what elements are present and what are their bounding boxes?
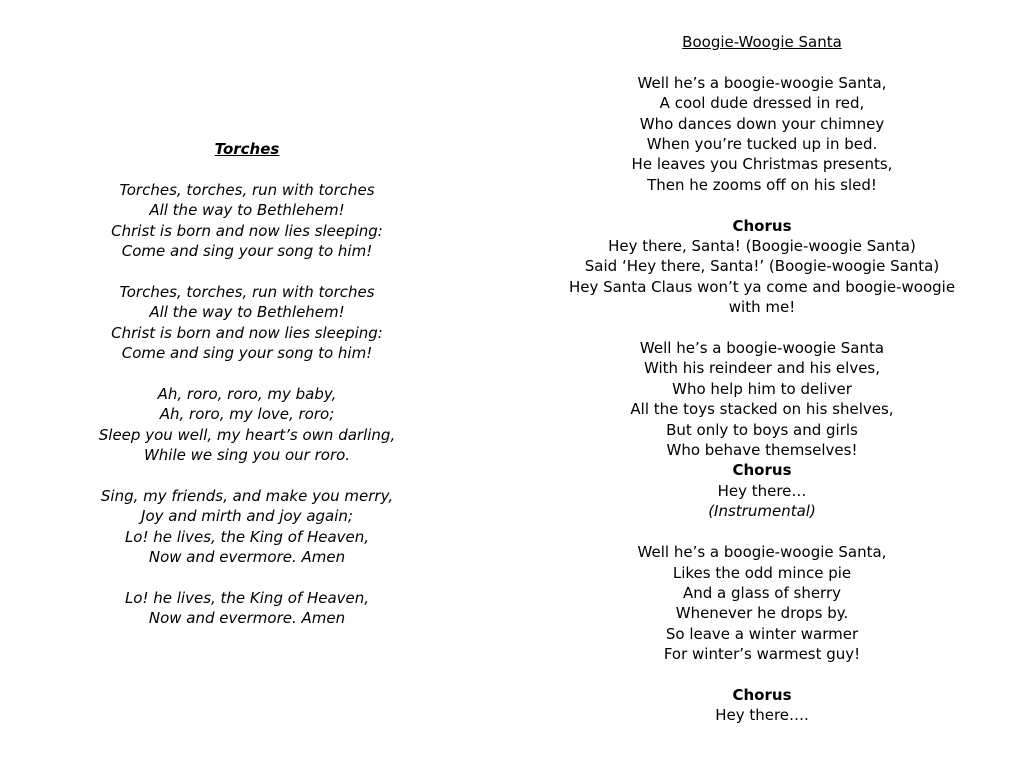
lyric-line: For winter’s warmest guy! [663,645,861,664]
lyric-line: Hey Santa Claus won’t ya come and boogie-woogie with me! [568,277,956,317]
lyric-line: With his reindeer and his elves, [643,359,881,378]
lyric-line: And a glass of sherry [682,583,842,602]
lyric-line: Hey there, Santa! (Boogie-woogie Santa) [608,237,916,256]
stanza-gap [552,195,972,215]
boogie-woogie-santa-lyrics [552,32,972,726]
verse-2 [60,282,434,364]
verse-1 [60,180,434,262]
lyric-line: Well he’s a boogie-woogie Santa [639,339,885,358]
verse-3 [552,542,972,664]
lyric-line: Likes the odd mince pie [672,563,852,582]
lyric-line: Ah, roro, my love, roro; [159,405,335,424]
lyric-line: Sleep you well, my heart’s own darling, [98,425,396,444]
lyric-line: Hey there…. [715,706,809,725]
verse-3 [60,384,434,466]
lyric-line: Joy and mirth and joy again; [141,507,353,526]
lyric-line: Christ is born and now lies sleeping: [111,323,383,342]
torches-lyrics [60,139,434,629]
lyric-line: He leaves you Christmas presents, [631,155,893,174]
stanza-gap [552,318,972,338]
stanza-gap [60,363,434,383]
lyric-line: But only to boys and girls [666,420,858,439]
verse-1 [552,73,972,195]
lyric-line: All the toys stacked on his shelves, [630,400,894,419]
lyric-line: Hey there… [717,481,807,500]
lyric-line: When you’re tucked up in bed. [646,135,878,154]
lyric-line: All the way to Bethlehem! [149,201,345,220]
stanza-gap [552,52,972,72]
lyric-line: So leave a winter warmer [665,624,859,643]
chorus-heading: Chorus [732,461,792,480]
verse-4 [60,486,434,568]
lyric-line: Lo! he lives, the King of Heaven, [124,588,370,607]
lyric-line: Lo! he lives, the King of Heaven, [124,527,370,546]
stanza-gap [552,522,972,542]
stanza-gap [60,261,434,281]
lyric-line: Now and evermore. Amen [148,609,346,628]
chorus-heading: Chorus [732,216,792,235]
lyric-line: Torches, torches, run with torches [119,180,375,199]
chorus-heading: Chorus [732,685,792,704]
stanza-gap [552,665,972,685]
lyric-line: Come and sing your song to him! [121,344,373,363]
final-chorus [552,685,972,726]
lyric-line: Said ‘Hey there, Santa!’ (Boogie-woogie Santa) [584,257,940,276]
lyric-line: Christ is born and now lies sleeping: [111,221,383,240]
lyric-line: Who dances down your chimney [639,114,885,133]
lyric-line: Well he’s a boogie-woogie Santa, [637,73,887,92]
instrumental-note: (Instrumental) [708,502,816,521]
lyric-line: Who behave themselves! [666,441,858,460]
stanza-gap [60,567,434,587]
lyric-line: Sing, my friends, and make you merry, [100,486,394,505]
chorus [552,216,972,318]
lyric-line: Whenever he drops by. [675,604,849,623]
lyric-line: Come and sing your song to him! [121,242,373,261]
song-title: Boogie-Woogie Santa [682,33,842,51]
stanza-gap [60,159,434,179]
lyric-line: Then he zooms off on his sled! [647,175,877,194]
verse-5 [60,588,434,629]
lyric-line: Ah, roro, roro, my baby, [157,384,337,403]
lyric-line: While we sing you our roro. [143,446,351,465]
lyric-line: Now and evermore. Amen [148,548,346,567]
lyric-line: Well he’s a boogie-woogie Santa, [637,543,887,562]
lyric-line: A cool dude dressed in red, [659,94,865,113]
lyric-line: All the way to Bethlehem! [149,303,345,322]
lyric-line: Who help him to deliver [672,379,852,398]
verse-2 [552,338,972,522]
song-title: Torches [214,140,280,158]
lyric-line: Torches, torches, run with torches [119,282,375,301]
stanza-gap [60,465,434,485]
